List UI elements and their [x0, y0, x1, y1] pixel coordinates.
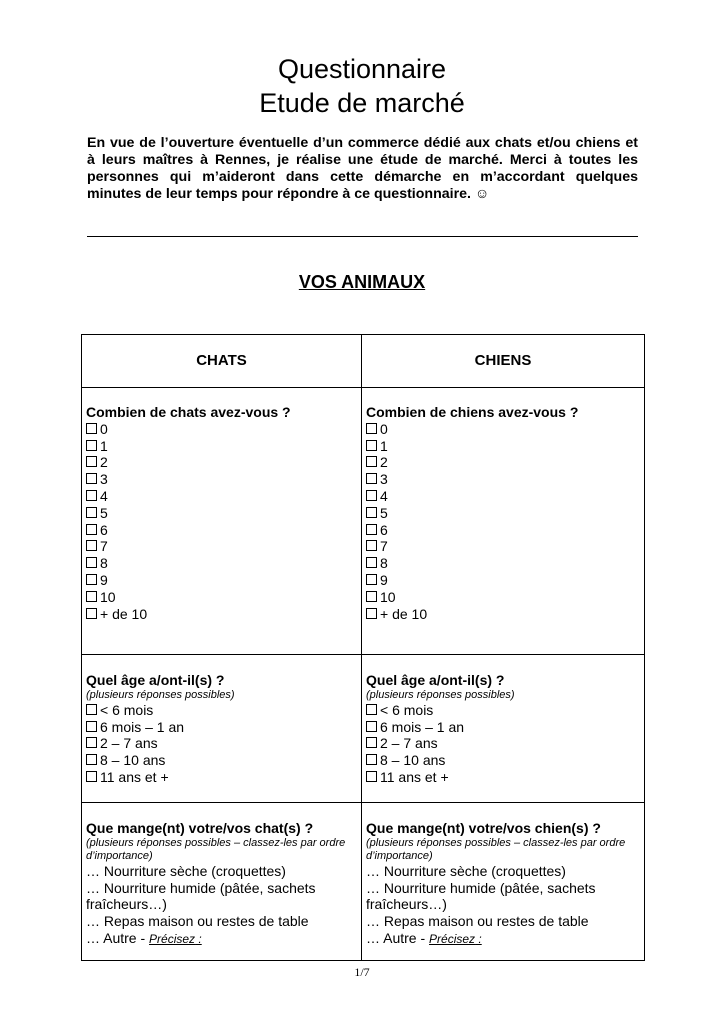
- checkbox[interactable]: [366, 704, 377, 715]
- document-subtitle: Etude de marché: [259, 88, 465, 118]
- cell-food-chiens: [362, 803, 645, 961]
- question-hint: (plusieurs réponses possibles – classez-les par ordre d’importance): [86, 836, 346, 862]
- ranking-option[interactable]: … Nourriture sèche (croquettes): [366, 862, 566, 879]
- cell-age-chats: [82, 655, 362, 803]
- option-label: 8 – 10 ans: [100, 752, 166, 769]
- option-label: 11 ans et +: [100, 768, 169, 785]
- answer-option[interactable]: [366, 769, 640, 786]
- section-title: VOS ANIMAUX: [298, 272, 426, 292]
- answer-option[interactable]: [366, 606, 640, 623]
- answer-option[interactable]: [86, 454, 357, 471]
- table-row: [82, 803, 645, 961]
- checkbox[interactable]: [86, 557, 97, 568]
- question-hint: (plusieurs réponses possibles – classez-les par ordre d’importance): [366, 836, 626, 862]
- column-header-chats: CHATS: [82, 335, 362, 388]
- option-label: 11 ans et +: [380, 768, 449, 785]
- answer-option[interactable]: [86, 606, 357, 623]
- ranking-option[interactable]: … Nourriture sèche (croquettes): [86, 862, 286, 879]
- ranking-option[interactable]: … Nourriture humide (pâtée, sachets fraîcheurs…): [366, 879, 596, 913]
- checkbox[interactable]: [86, 591, 97, 602]
- checkbox[interactable]: [86, 507, 97, 518]
- answer-option[interactable]: [86, 505, 357, 522]
- option-label: 6: [380, 521, 388, 538]
- option-label: 10: [100, 588, 116, 605]
- question-title: Combien de chiens avez-vous ?: [366, 404, 579, 420]
- option-label: 5: [380, 504, 388, 521]
- option-label: 6 mois – 1 an: [380, 718, 465, 735]
- answer-option[interactable]: [366, 589, 640, 606]
- answer-option[interactable]: [86, 522, 357, 539]
- ranking-option[interactable]: … Nourriture humide (pâtée, sachets fraîcheurs…): [86, 879, 316, 913]
- answer-option[interactable]: [86, 488, 357, 505]
- answer-option[interactable]: [86, 538, 357, 555]
- checkbox[interactable]: [366, 608, 377, 619]
- colon: :: [195, 931, 202, 946]
- question-title: Quel âge a/ont-il(s) ?: [366, 672, 505, 688]
- option-label: 8: [380, 555, 388, 572]
- intro-paragraph: En vue de l’ouverture éventuelle d’un commerce dédié aux chats et/ou chiens et à leurs maîtres à Rennes, je réalise une étude de marché. Merci à toutes les personnes qui m’aideront dans cette démarche en m’accordant quelques minutes de leur temps pour répondre à ce questionnaire. ☺: [87, 135, 638, 202]
- checkbox[interactable]: [86, 737, 97, 748]
- answer-option[interactable]: [86, 421, 357, 438]
- checkbox[interactable]: [366, 771, 377, 782]
- other-option[interactable]: [86, 930, 357, 948]
- option-label: 4: [380, 487, 388, 504]
- answer-option[interactable]: [366, 522, 640, 539]
- option-label: 2 – 7 ans: [100, 735, 158, 752]
- questionnaire-table: [81, 334, 645, 961]
- answer-option[interactable]: [366, 488, 640, 505]
- checkbox[interactable]: [366, 591, 377, 602]
- option-label: 8: [100, 555, 108, 572]
- checkbox[interactable]: [86, 456, 97, 467]
- option-label: 1: [100, 437, 108, 454]
- checkbox[interactable]: [86, 440, 97, 451]
- question-title: Quel âge a/ont-il(s) ?: [86, 672, 225, 688]
- answer-option[interactable]: [86, 719, 357, 736]
- checkbox[interactable]: [86, 574, 97, 585]
- option-label: 6 mois – 1 an: [100, 718, 185, 735]
- answer-option[interactable]: [86, 438, 357, 455]
- checkbox[interactable]: [366, 557, 377, 568]
- cell-food-chats: [82, 803, 362, 961]
- checkbox[interactable]: [366, 423, 377, 434]
- answer-option[interactable]: [366, 421, 640, 438]
- checkbox[interactable]: [86, 524, 97, 535]
- answer-option[interactable]: [366, 538, 640, 555]
- answer-option[interactable]: [86, 555, 357, 572]
- other-label: … Autre -: [86, 929, 150, 946]
- answer-option[interactable]: [366, 735, 640, 752]
- checkbox[interactable]: [366, 524, 377, 535]
- option-label: 2: [380, 454, 388, 471]
- checkbox[interactable]: [86, 608, 97, 619]
- other-label: … Autre -: [366, 929, 430, 946]
- answer-option[interactable]: [86, 735, 357, 752]
- checkbox[interactable]: [86, 771, 97, 782]
- checkbox[interactable]: [366, 754, 377, 765]
- option-label: 10: [380, 588, 396, 605]
- answer-option[interactable]: [86, 702, 357, 719]
- option-label: 2: [100, 454, 108, 471]
- answer-option[interactable]: [366, 752, 640, 769]
- precisez-label: Précisez: [429, 931, 476, 946]
- cell-count-chats: [82, 388, 362, 655]
- document-title: Questionnaire: [277, 54, 447, 84]
- checkbox[interactable]: [86, 754, 97, 765]
- answer-option[interactable]: [366, 438, 640, 455]
- question-title: Que mange(nt) votre/vos chat(s) ?: [86, 820, 314, 836]
- option-label: 1: [380, 437, 388, 454]
- checkbox[interactable]: [366, 540, 377, 551]
- answer-option[interactable]: [366, 505, 640, 522]
- answer-option[interactable]: [366, 572, 640, 589]
- option-label: 3: [100, 471, 108, 488]
- other-option[interactable]: [366, 930, 640, 948]
- option-label: 0: [380, 420, 388, 437]
- checkbox[interactable]: [86, 473, 97, 484]
- checkbox[interactable]: [366, 456, 377, 467]
- option-label: 4: [100, 487, 108, 504]
- checkbox[interactable]: [86, 540, 97, 551]
- checkbox[interactable]: [366, 473, 377, 484]
- column-header-chiens: CHIENS: [362, 335, 645, 388]
- horizontal-rule: [87, 236, 638, 237]
- option-label: 9: [380, 571, 388, 588]
- option-label: 2 – 7 ans: [380, 735, 438, 752]
- option-label: < 6 mois: [100, 701, 154, 718]
- answer-option[interactable]: [366, 555, 640, 572]
- question-hint: (plusieurs réponses possibles): [86, 688, 235, 701]
- checkbox[interactable]: [366, 440, 377, 451]
- option-label: 7: [100, 538, 108, 555]
- answer-option[interactable]: [366, 471, 640, 488]
- ranking-option[interactable]: … Repas maison ou restes de table: [366, 913, 589, 930]
- checkbox[interactable]: [366, 721, 377, 732]
- answer-option[interactable]: [86, 752, 357, 769]
- checkbox[interactable]: [366, 737, 377, 748]
- cell-count-chiens: [362, 388, 645, 655]
- option-label: + de 10: [380, 605, 428, 622]
- answer-option[interactable]: [86, 769, 357, 786]
- answer-option[interactable]: [366, 702, 640, 719]
- answer-option[interactable]: [86, 572, 357, 589]
- table-row: [82, 655, 645, 803]
- option-label: 3: [380, 471, 388, 488]
- option-label: 5: [100, 504, 108, 521]
- checkbox[interactable]: [86, 423, 97, 434]
- colon: :: [475, 931, 482, 946]
- answer-option[interactable]: [86, 471, 357, 488]
- option-label: 9: [100, 571, 108, 588]
- question-title: Que mange(nt) votre/vos chien(s) ?: [366, 820, 601, 836]
- answer-option[interactable]: [366, 719, 640, 736]
- option-label: 0: [100, 420, 108, 437]
- question-title: Combien de chats avez-vous ?: [86, 404, 291, 420]
- checkbox[interactable]: [86, 704, 97, 715]
- question-hint: (plusieurs réponses possibles): [366, 688, 515, 701]
- cell-age-chiens: [362, 655, 645, 803]
- option-label: < 6 mois: [380, 701, 434, 718]
- checkbox[interactable]: [86, 490, 97, 501]
- checkbox[interactable]: [366, 574, 377, 585]
- answer-option[interactable]: [86, 589, 357, 606]
- option-label: + de 10: [100, 605, 148, 622]
- checkbox[interactable]: [366, 490, 377, 501]
- table-header-row: [82, 335, 645, 388]
- checkbox[interactable]: [86, 721, 97, 732]
- checkbox[interactable]: [366, 507, 377, 518]
- option-label: 8 – 10 ans: [380, 752, 446, 769]
- option-label: 7: [380, 538, 388, 555]
- answer-option[interactable]: [366, 454, 640, 471]
- page-number: 1/7: [354, 965, 370, 979]
- option-label: 6: [100, 521, 108, 538]
- ranking-option[interactable]: … Repas maison ou restes de table: [86, 913, 309, 930]
- table-row: [82, 388, 645, 655]
- precisez-label: Précisez: [149, 931, 196, 946]
